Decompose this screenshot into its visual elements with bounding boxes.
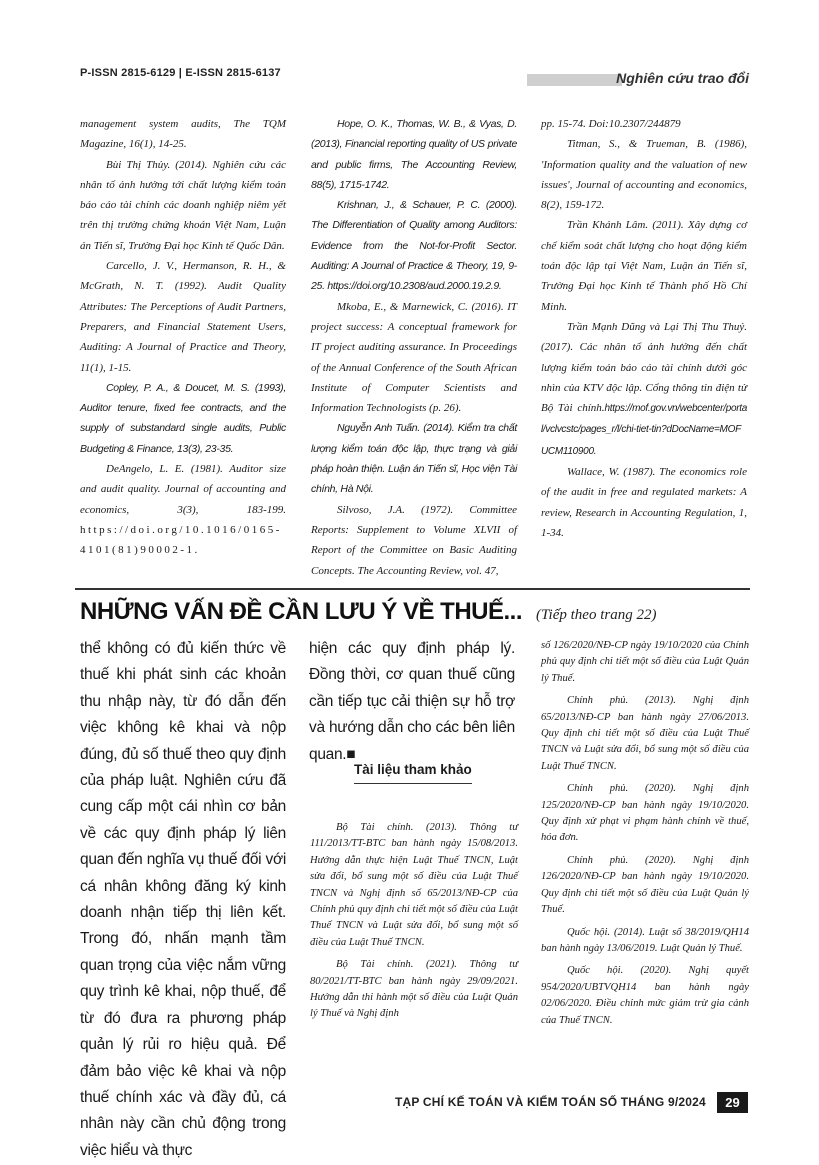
references-heading: Tài liệu tham khảo (354, 762, 472, 784)
continued-note: (Tiếp theo trang 22) (536, 607, 657, 623)
bottom-references-col-3 (541, 638, 749, 1035)
reference-item: Mkoba, E., & Marnewick, C. (2016). IT project success: A conceptual framework for IT project auditing assurance. In Proceedings of the Annual Conference of the South African Institute of Computer Scientists and Information Technologists (p. 26). (311, 300, 517, 415)
reference-item: Silvoso, J.A. (1972). Committee Reports: Supplement to Volume XLVII of Report of the Committee on Basic Auditing Concepts. The Accounting Review, vol. 47, (311, 503, 517, 577)
issn-header: P-ISSN 2815-6129 | E-ISSN 2815-6137 (80, 67, 281, 79)
journal-footer: TẠP CHÍ KẾ TOÁN VÀ KIỂM TOÁN SỐ THÁNG 9/2024 (395, 1095, 706, 1109)
reference-item: Quốc hội. (2014). Luật số 38/2019/QH14 ban hành ngày 13/06/2019. Luật Quản lý Thuế. (541, 926, 749, 954)
reference-item: Krishnan, J., & Schauer, P. C. (2000). The Differentiation of Quality among Auditors: Evidence from the Not-for-Profit Sector. Auditing: A Journal of Practice & Theory, 19, 9-25. https://doi.org/10.2308/aud.2000.19.2.9. (311, 199, 517, 293)
reference-item (541, 317, 747, 462)
reference-item: Titman, S., & Trueman, B. (1986), 'Information quality and the valuation of new issues', Journal of accounting and economics, 8(2), 159-172. (541, 138, 747, 212)
reference-item: Chính phủ. (2020). Nghị định 125/2020/NĐ-CP ban hành ngày 19/10/2020. Quy định xử phạt vi phạm hành chính về thuế, hóa đơn. (541, 783, 749, 844)
reference-item: Bộ Tài chính. (2021). Thông tư 80/2021/TT-BTC ban hành ngày 29/09/2021. Hướng dẫn thi hành một số điều của Luật Quản lý Thuế và Nghị định (310, 959, 518, 1020)
reference-item: Bộ Tài chính. (2013). Thông tư 111/2013/TT-BTC ban hành ngày 15/08/2013. Hướng dẫn thực hiện Luật Thuế TNCN, Luật sửa đổi, bổ sung một số điều của Luật Thuế TNCN và Nghị định số 65/2013/NĐ-CP của Chính phủ quy định chi tiết một số điều của Luật Thuế TNCN và Luật sửa đổi, bổ sung một số điều của Luật Thuế TNCN. (310, 822, 518, 948)
body-text-col-1 (80, 636, 286, 1164)
reference-item: Trần Khánh Lâm. (2011). Xây dựng cơ chế kiểm soát chất lượng cho hoạt động kiểm toán độc lập tại Việt Nam, Luận án Tiến sĩ, Trường Đại học Kinh tế Thành phố Hồ Chí Minh. (541, 219, 747, 313)
body-paragraph: hiện các quy định pháp lý. Đồng thời, cơ quan thuế cũng cần tiếp tục cải thiện sự hỗ trợ và hướng dẫn cho các bên liên quan.■ (309, 640, 515, 763)
reference-url[interactable]: https://mof.gov.vn/webcenter/portal/vclvcstc/pages_r/l/chi-tiet-tin?dDocName=MOFUCM110900. (541, 403, 747, 457)
reference-item: Chính phủ. (2020). Nghị định 126/2020/NĐ-CP ban hành ngày 19/10/2020. Quy định chi tiết một số điều của Luật Quản lý Thuế. (541, 854, 749, 916)
top-references-col-1 (80, 114, 286, 561)
top-references-col-2 (311, 114, 517, 581)
top-references-col-3 (541, 114, 747, 543)
page-number: 29 (717, 1092, 748, 1113)
reference-item: số 126/2020/NĐ-CP ngày 19/10/2020 của Chính phủ quy định chi tiết một số điều của Luật Quản lý Thuế. (541, 640, 749, 684)
reference-text: DeAngelo, L. E. (1981). Auditor size and audit quality. Journal of accounting and economics, 3(3), 183-199. (80, 463, 286, 516)
bottom-references-col-2 (310, 820, 518, 1029)
section-divider (75, 588, 750, 590)
section-label: Nghiên cứu trao đổi (616, 70, 749, 86)
reference-item: Chính phủ. (2013). Nghị định 65/2013/NĐ-CP ban hành ngày 27/06/2013. Quy định chi tiết một số điều của Luật Thuế TNCN và Luật sửa đổi, bổ sung một số điều của Luật Thuế TNCN. (541, 695, 749, 772)
reference-item: Wallace, W. (1987). The economics role of the audit in free and regulated markets: A review, Research in Accounting Regulation, 1, 1-34. (541, 466, 747, 539)
reference-item: pp. 15-74. Doi:10.2307/244879 (541, 118, 681, 130)
section-title (80, 598, 656, 632)
reference-text: Trần Mạnh Dũng và Lại Thị Thu Thuỷ. (2017). Các nhân tố ảnh hưởng đến chất lượng kiểm toán báo cáo tài chính dưới góc nhìn của KTV độc lập. Cổng thông tin điện tử Bộ Tài chính. (541, 320, 747, 415)
body-paragraph: thể không có đủ kiến thức về thuế khi phát sinh các khoản thu nhập này, từ đó dẫn đến việc không kê khai và nộp đúng, đủ số thuế theo quy định của pháp luật. Nghiên cứu đã cung cấp một cái nhìn cơ bản về các quy định pháp lý liên quan đến nghĩa vụ thuế đối với cá nhân không đăng ký kinh doanh nhận tiếp thị liên kết. Trong đó, nhấn mạnh tầm quan trọng của việc nắm vững quy trình kê khai, nộp thuế, để từ đó đưa ra phương pháp quản lý rủi ro hiệu quả. Để đảm bảo việc kê khai và nộp thuế chính xác và đầy đủ, cá nhân này cần chủ động trong việc hiểu và thực (80, 640, 286, 1159)
reference-item: Carcello, J. V., Hermanson, R. H., & McGrath, N. T. (1992). Audit Quality Attributes: The Perceptions of Audit Partners, Preparers, and Financial Statement Users, Auditing: A Journal of Practice and Theory, 11(1), 1-15. (80, 260, 286, 374)
reference-item: Quốc hội. (2020). Nghị quyết 954/2020/UBTVQH14 ban hành ngày 02/06/2020. Điều chỉnh mức giảm trừ gia cảnh của Thuế TNCN. (541, 965, 749, 1026)
reference-item: Bùi Thị Thủy. (2014). Nghiên cứu các nhân tố ảnh hưởng tới chất lượng kiểm toán báo cáo tài chính các doanh nghiệp niêm yết trên thị trường chứng khoán Việt Nam, Luận án Tiến sĩ, Trường Đại học Kinh tế Quốc Dân. (80, 158, 286, 252)
header-shade-decoration (527, 74, 622, 86)
reference-item: Hope, O. K., Thomas, W. B., & Vyas, D. (2013), Financial reporting quality of US private and public firms, The Accounting Review, 88(5), 1715-1742. (311, 118, 517, 191)
reference-item (80, 459, 286, 560)
reference-url[interactable]: https://doi.org/10.1016/0165-4101(81)90002-1. (80, 523, 282, 557)
reference-item: Copley, P. A., & Doucet, M. S. (1993), Auditor tenure, fixed fee contracts, and the supply of substandard single audits, Public Budgeting & Finance, 13(3), 23-35. (80, 381, 286, 455)
article-title: NHỮNG VẤN ĐỀ CẦN LƯU Ý VỀ THUẾ... (80, 598, 523, 625)
reference-item: management system audits, The TQM Magazine, 16(1), 14-25. (80, 118, 286, 151)
section-header-bar (527, 67, 749, 89)
reference-item: Nguyễn Anh Tuấn. (2014). Kiểm tra chất lượng kiểm toán độc lập, thực trạng và giải pháp hoàn thiện. Luận án Tiến sĩ, Học viện Tài chính, Hà Nội. (311, 422, 517, 496)
body-text-col-2 (309, 636, 515, 768)
